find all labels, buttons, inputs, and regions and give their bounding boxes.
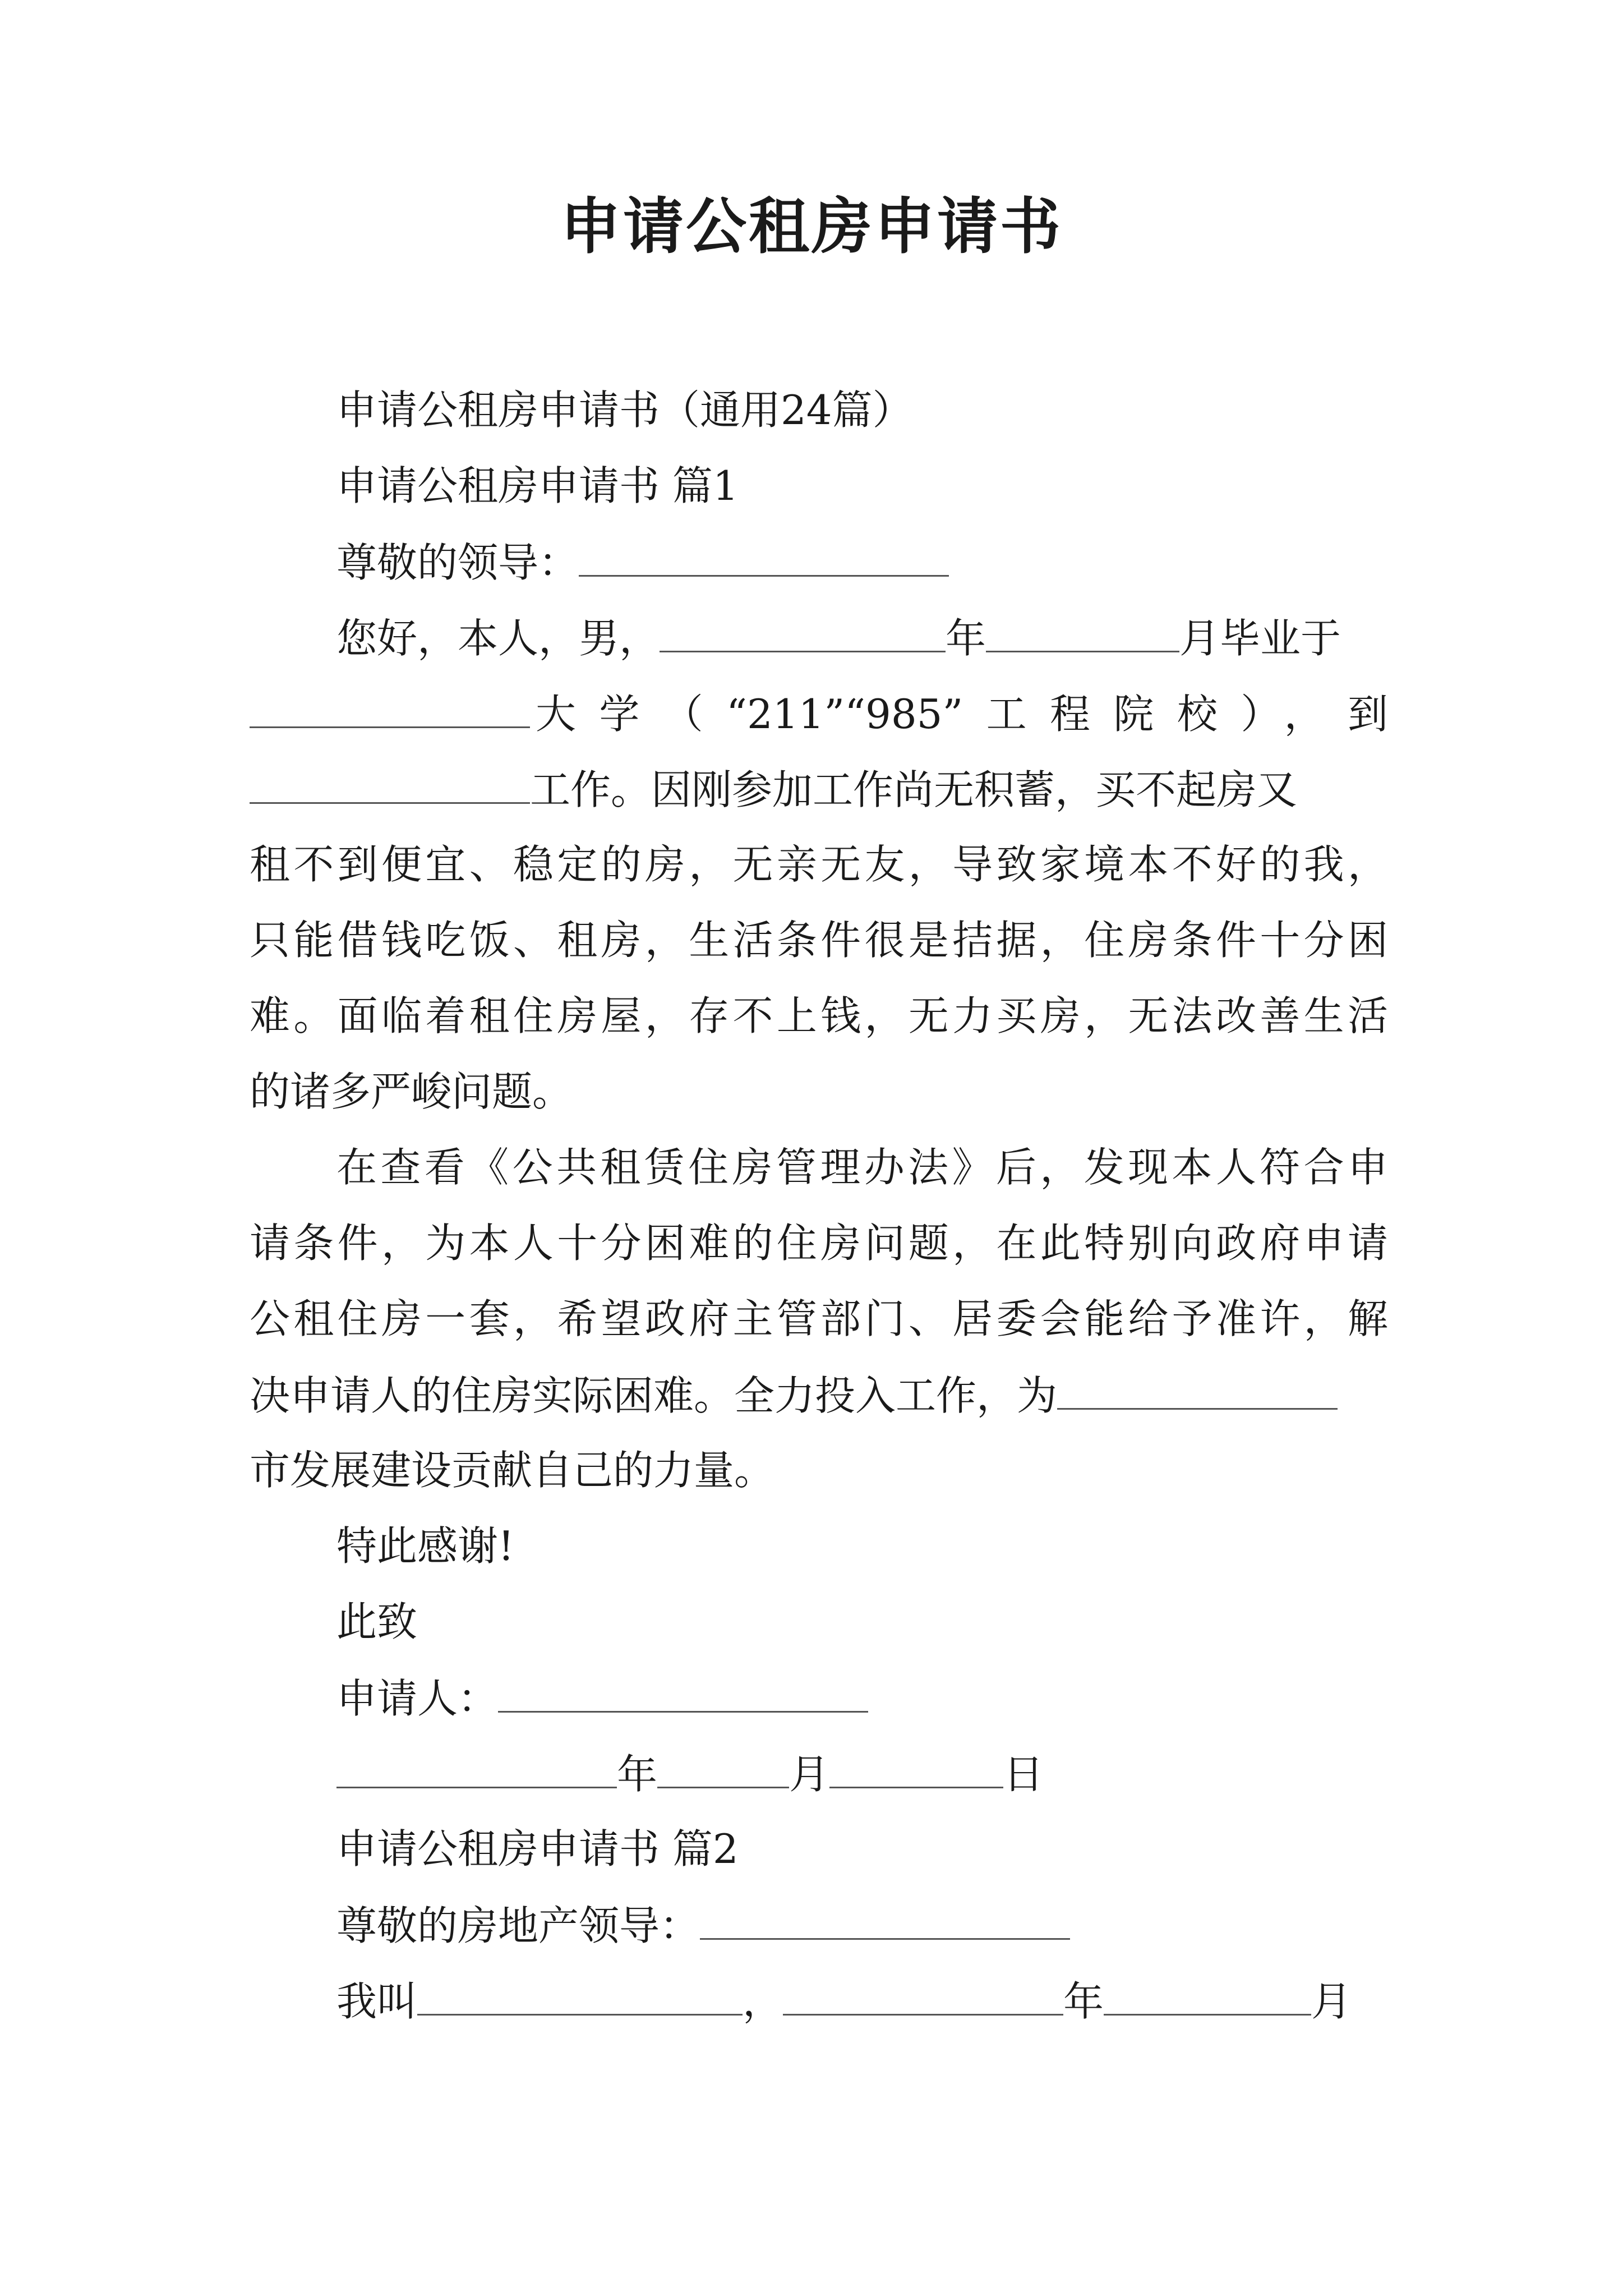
graduation-year-blank — [986, 617, 1179, 652]
paragraph-1-line-3 — [250, 766, 1388, 813]
p1-text-line3: 工作。因刚参加工作尚无积蓄，买不起房又 — [530, 766, 1298, 813]
p1-text-a: 您好，本人，男， — [336, 615, 660, 662]
section-2-salutation: 尊敬的房地产领导： — [336, 1902, 700, 1949]
salutation-line — [336, 539, 1388, 586]
section-1-heading: 申请公租房申请书 篇1 — [336, 462, 739, 509]
section-2-recipient-blank — [700, 1904, 1070, 1940]
date-month-label: 月 — [789, 1751, 830, 1798]
university-blank — [250, 693, 530, 728]
s2-name-blank — [417, 1980, 743, 2016]
applicant-label: 申请人： — [336, 1675, 499, 1722]
paragraph-1-line-4: 租不到便宜、稳定的房，无亲无友，导致家境本不好的我， — [250, 841, 1388, 888]
closing-line: 此致 — [336, 1598, 418, 1645]
p1-text-line2: 大学（“211”“985”工程院校），到 — [536, 691, 1388, 738]
thanks-line: 特此感谢! — [336, 1522, 514, 1570]
date-day-blank — [829, 1753, 1003, 1788]
paragraph-2-line-3: 公租住房一套，希望政府主管部门、居委会能给予准许，解 — [250, 1295, 1388, 1342]
applicant-line — [336, 1675, 1388, 1722]
s2-text-c: 年 — [1063, 1978, 1104, 2025]
paragraph-2-line-2: 请条件，为本人十分困难的住房问题，在此特别向政府申请 — [250, 1220, 1388, 1267]
section-2-heading: 申请公租房申请书 篇2 — [336, 1825, 739, 1872]
date-year-label: 年 — [617, 1751, 658, 1798]
s2-text-b: ， — [743, 1978, 783, 2025]
name-blank — [660, 617, 946, 652]
applicant-blank — [498, 1677, 868, 1713]
date-line — [336, 1751, 1388, 1798]
paragraph-1-line-5: 只能借钱吃饭、租房，生活条件很是拮据，住房条件十分困 — [250, 917, 1388, 964]
document-subtitle: 申请公租房申请书（通用24篇） — [336, 386, 913, 434]
document-title: 申请公租房申请书 — [560, 191, 1063, 262]
p1-text-c: 月毕业于 — [1179, 615, 1341, 662]
s2-text-d: 月 — [1311, 1978, 1352, 2025]
section-2-salutation-line — [336, 1902, 1388, 1949]
s2-month-blank — [1104, 1980, 1311, 2016]
paragraph-2-line-4 — [250, 1372, 1388, 1419]
salutation-text: 尊敬的领导： — [336, 539, 579, 586]
s2-text-a: 我叫 — [336, 1978, 418, 2025]
date-year-blank — [336, 1753, 617, 1788]
date-day-label: 日 — [1003, 1751, 1044, 1798]
paragraph-1-line-7: 的诸多严峻问题。 — [250, 1068, 573, 1115]
paragraph-1-line-6: 难。面临着租住房屋，存不上钱，无力买房，无法改善生活 — [250, 992, 1388, 1039]
s2-year-blank — [783, 1980, 1063, 2016]
recipient-blank — [579, 541, 949, 577]
p2-text-line4: 决申请人的住房实际困难。全力投入工作，为 — [250, 1372, 1058, 1419]
date-month-blank — [657, 1753, 789, 1788]
p1-text-b: 年 — [946, 615, 986, 662]
paragraph-2-line-1: 在查看《公共租赁住房管理办法》后，发现本人符合申 — [336, 1144, 1388, 1191]
paragraph-2-line-5: 市发展建设贡献自己的力量。 — [250, 1447, 775, 1494]
workplace-blank — [250, 769, 530, 804]
section-2-line-1 — [336, 1978, 1388, 2025]
city-blank — [1057, 1374, 1338, 1410]
paragraph-1-line-1 — [336, 615, 1388, 662]
paragraph-1-line-2 — [250, 691, 1388, 738]
